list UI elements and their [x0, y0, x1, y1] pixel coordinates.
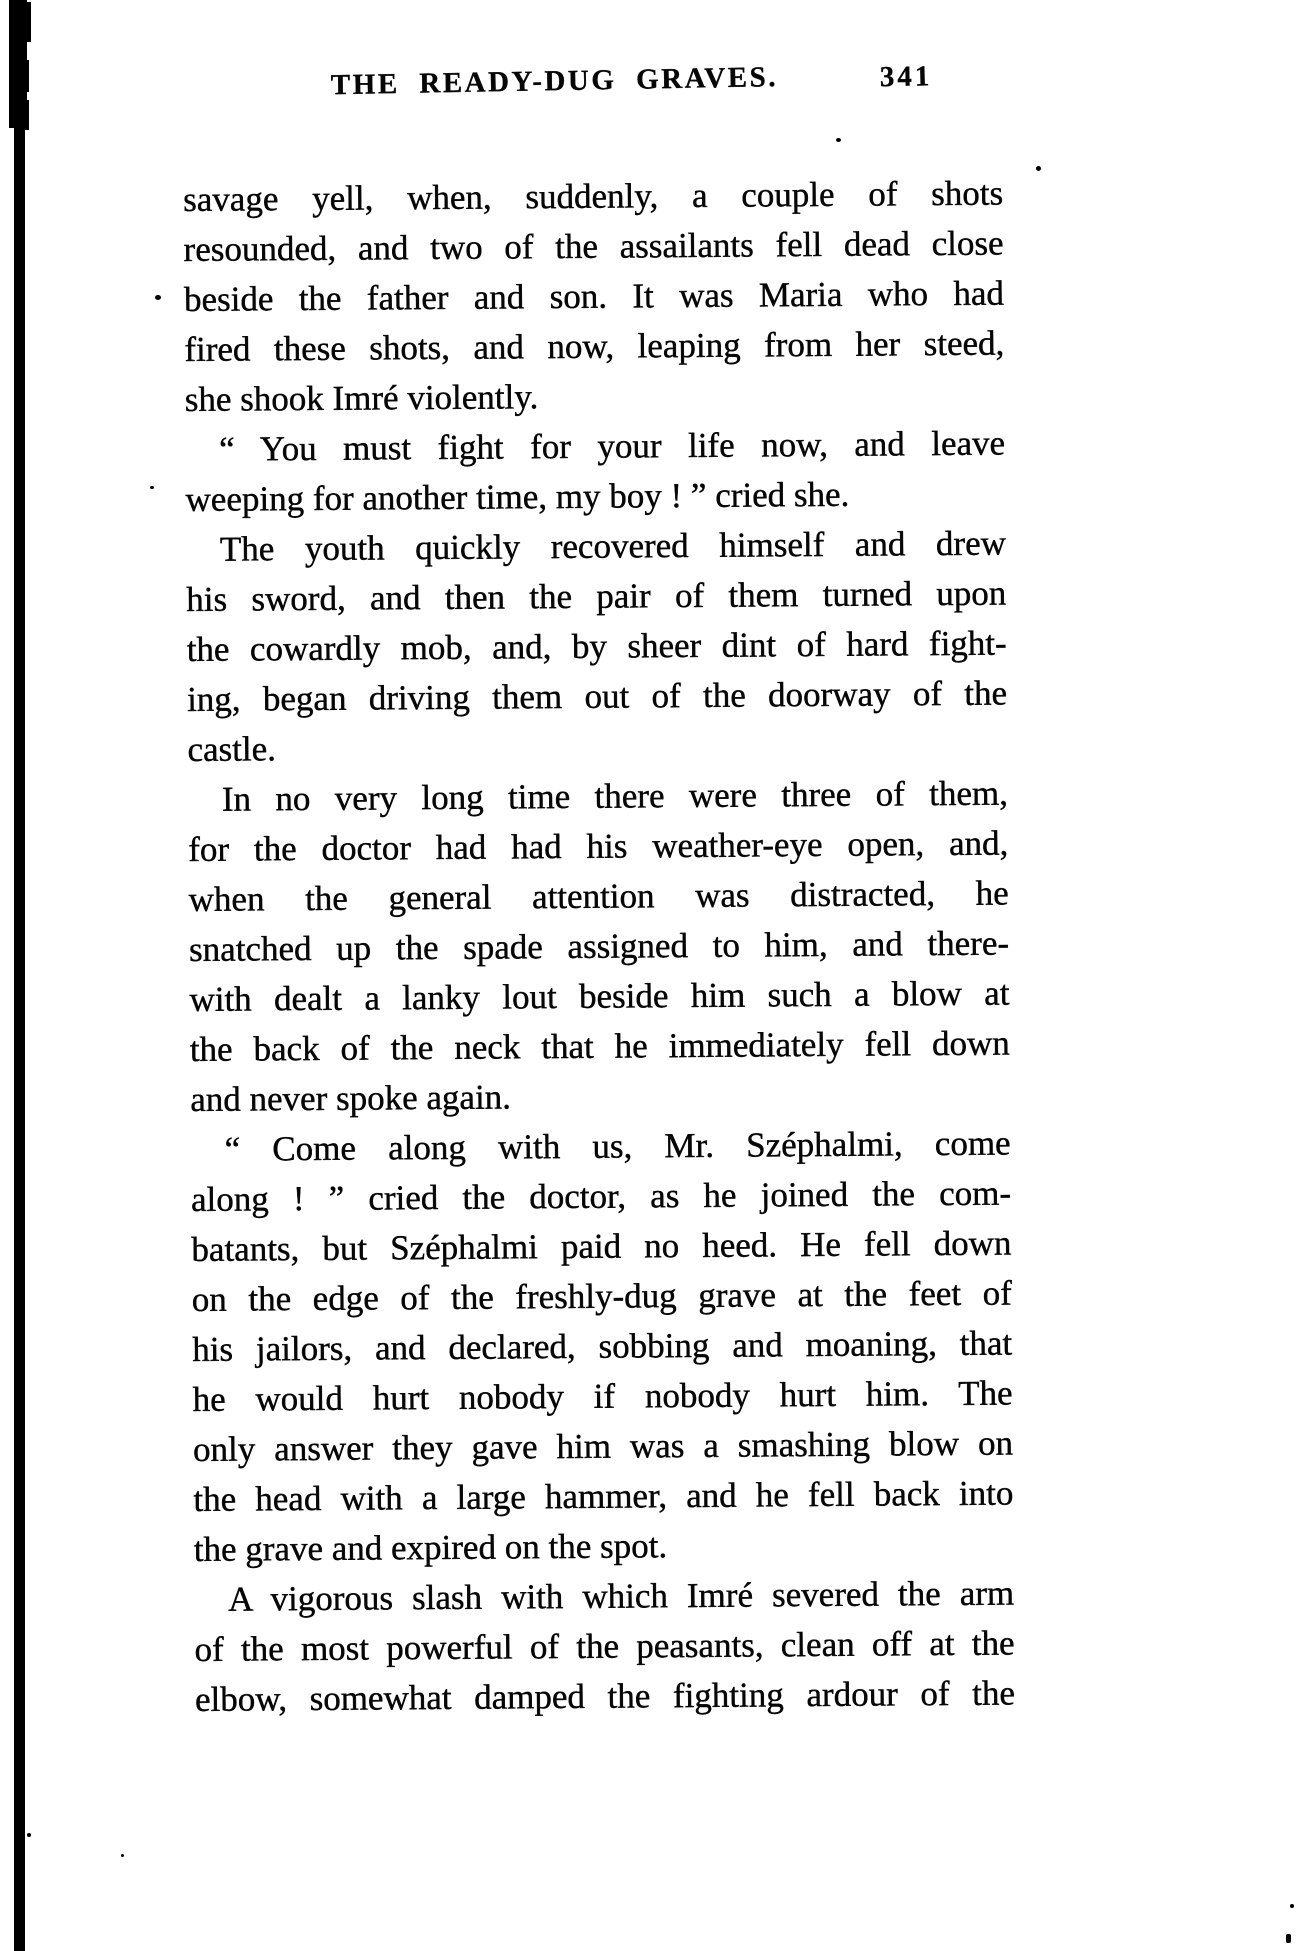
- text-line: ing, began driving them out of the doorway of the: [186, 673, 1008, 719]
- scan-streak: [20, 725, 22, 743]
- paragraph: [190, 1119, 1014, 1575]
- text-line: fired these shots, and now, leaping from her steed,: [184, 323, 1005, 369]
- text-line: resounded, and two of the assailants fell dead close: [183, 223, 1004, 269]
- ink-speck: [1290, 1904, 1294, 1908]
- text-line: In no very long time there were three of them,: [221, 773, 1009, 819]
- text-line: the cowardly mob, and, by sheer dint of hard fight-: [186, 623, 1007, 669]
- text-line: the grave and expired on the spot.: [193, 1526, 668, 1569]
- scan-streak: [18, 1695, 21, 1711]
- scan-streak: [21, 1075, 24, 1089]
- text-line: she shook Imré violently.: [184, 377, 539, 419]
- paragraph: [194, 1569, 1015, 1725]
- ink-speck: [27, 1833, 31, 1837]
- scan-streak: [21, 610, 24, 640]
- text-line: A vigorous slash with which Imré severed the arm: [228, 1573, 1015, 1619]
- text-line: batants, but Széphalmi paid no heed. He fell down: [191, 1223, 1012, 1269]
- text-line: his jailors, and declared, sobbing and moaning, that: [192, 1323, 1013, 1369]
- scan-gutter-bar: [14, 0, 25, 1951]
- scan-streak: [17, 1925, 21, 1951]
- text-line: for the doctor had had his weather-eye open, and,: [188, 823, 1009, 869]
- text-block: [183, 169, 1015, 1725]
- text-line: “ You must fight for your life now, and leave: [219, 423, 1006, 469]
- text-line: only answer they gave him was a smashing blow on: [192, 1423, 1014, 1469]
- text-line: on the edge of the freshly-dug grave at the feet of: [191, 1273, 1012, 1319]
- scan-streak: [25, 100, 29, 130]
- ink-speck: [836, 138, 841, 142]
- text-line: “ Come along with us, Mr. Széphalmi, come: [224, 1123, 1011, 1169]
- text-line: The youth quickly recovered himself and drew: [219, 523, 1007, 569]
- paragraph: [185, 419, 1006, 525]
- scan-streak: [27, 2, 31, 42]
- scan-streak: [21, 300, 24, 355]
- scan-streak: [19, 1385, 21, 1405]
- paragraph: [183, 169, 1005, 425]
- text-line: when the general attention was distracted, he: [188, 873, 1009, 919]
- text-line: the head with a large hammer, and he fell back into: [193, 1473, 1014, 1519]
- text-line: with dealt a lanky lout beside him such a blow at: [189, 973, 1010, 1019]
- page-header: [183, 57, 1024, 114]
- text-line: and never spoke again.: [190, 1077, 512, 1119]
- text-line: of the most powerful of the peasants, clean off at the: [194, 1623, 1015, 1669]
- text-line: castle.: [187, 729, 277, 769]
- ink-speck: [1036, 166, 1041, 171]
- paragraph: [186, 519, 1008, 775]
- text-line: the back of the neck that he immediately fell down: [189, 1023, 1010, 1069]
- scan-streak: [22, 245, 25, 280]
- ink-speck: [155, 295, 161, 300]
- text-line: along ! ” cried the doctor, as he joined the com-: [190, 1173, 1012, 1219]
- page-number: 341: [879, 60, 933, 94]
- text-line: he would hurt nobody if nobody hurt him. The: [192, 1373, 1013, 1419]
- text-line: beside the father and son. It was Maria who had: [183, 273, 1005, 319]
- running-title: THE READY-DUG GRAVES.: [330, 61, 779, 102]
- ink-speck: [150, 486, 154, 489]
- text-line: snatched up the spade assigned to him, and there-: [188, 923, 1010, 969]
- text-line: elbow, somewhat damped the fighting ardour of the: [194, 1673, 1016, 1719]
- scan-streak: [26, 60, 29, 92]
- ink-speck: [121, 1854, 124, 1857]
- text-line: savage yell, when, suddenly, a couple of shots: [183, 173, 1004, 219]
- text-line: his sword, and then the pair of them turned upon: [186, 573, 1007, 619]
- scan-streak: [23, 150, 25, 210]
- paragraph: [188, 769, 1011, 1125]
- ink-speck: [1286, 1934, 1291, 1943]
- text-line: weeping for another time, my boy ! ” cried she.: [185, 474, 850, 519]
